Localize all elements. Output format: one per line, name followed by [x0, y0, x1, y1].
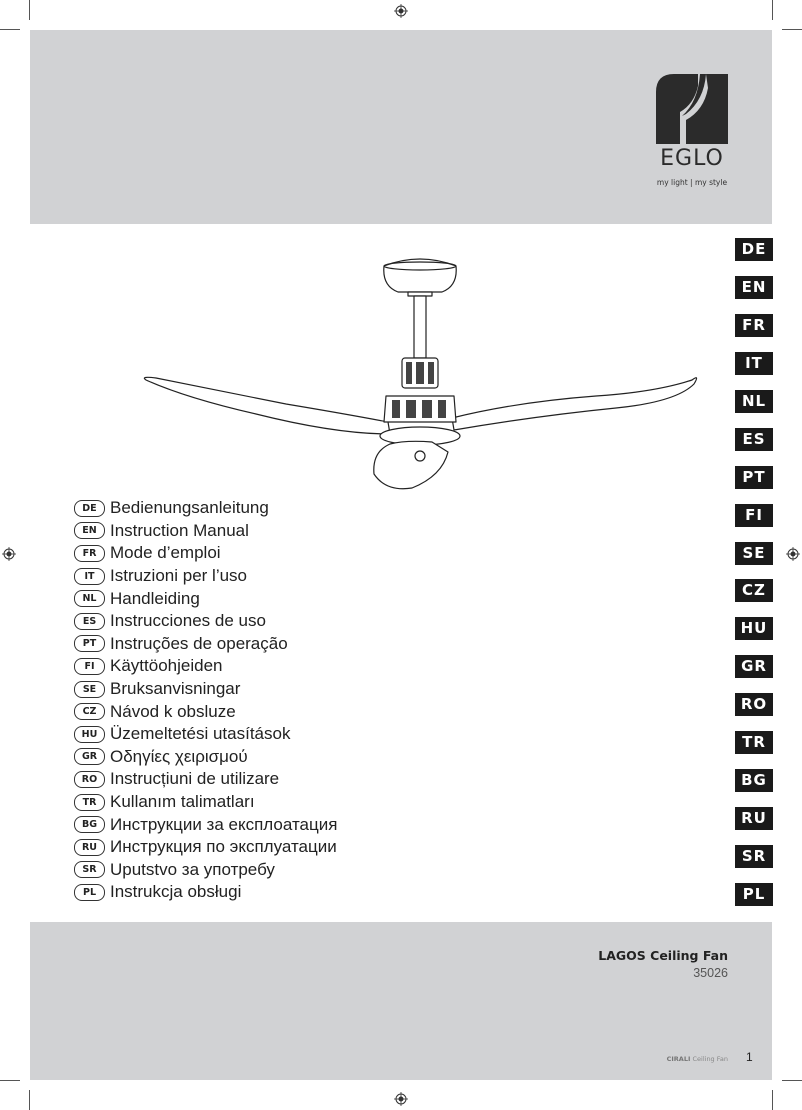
tab-pl[interactable]: PL [735, 883, 773, 906]
language-title: Bruksanvisningar [110, 679, 241, 699]
tab-gr[interactable]: GR [735, 655, 773, 678]
crop-mark [29, 0, 30, 20]
registration-mark-icon [394, 1092, 408, 1106]
registration-mark-icon [786, 547, 800, 561]
crop-mark [772, 0, 773, 20]
language-title: Mode d’emploi [110, 543, 221, 563]
language-code-badge: GR [74, 748, 105, 765]
list-item [74, 587, 337, 610]
language-title: Οδηγίες χειρισμού [110, 746, 248, 766]
language-code-badge: HU [74, 726, 105, 743]
list-item [74, 700, 337, 723]
language-title: Instrukcja obsługi [110, 882, 242, 902]
language-code-badge: IT [74, 568, 105, 585]
crop-mark [772, 1090, 773, 1110]
language-code-badge: CZ [74, 703, 105, 720]
list-item [74, 746, 337, 769]
language-code-badge: EN [74, 522, 105, 539]
language-title: Handleiding [110, 588, 200, 608]
language-title: Instruções de operação [110, 633, 288, 653]
language-code-badge: PT [74, 635, 105, 652]
language-code-badge: RU [74, 839, 105, 856]
list-item [74, 881, 337, 904]
language-title: Bedienungsanleitung [110, 498, 269, 518]
language-title: Instruction Manual [110, 520, 249, 540]
tab-se[interactable]: SE [735, 542, 773, 565]
language-title: Käyttöohjeiden [110, 656, 223, 676]
list-item [74, 836, 337, 859]
language-title: Instrucțiuni de utilizare [110, 769, 280, 789]
tab-nl[interactable]: NL [735, 390, 773, 413]
list-item [74, 520, 337, 543]
language-code-badge: TR [74, 794, 105, 811]
product-code: 35026 [693, 966, 728, 980]
crop-mark [782, 1080, 802, 1081]
crop-mark [782, 29, 802, 30]
language-code-badge: FI [74, 658, 105, 675]
tab-ru[interactable]: RU [735, 807, 773, 830]
tab-it[interactable]: IT [735, 352, 773, 375]
brand-name: EGLO [660, 146, 724, 171]
language-title: Инструкции за експлоатация [110, 814, 338, 834]
registration-mark-icon [2, 547, 16, 561]
tab-en[interactable]: EN [735, 276, 773, 299]
footer-note [667, 1055, 728, 1063]
tab-de[interactable]: DE [735, 238, 773, 261]
language-code-badge: SE [74, 681, 105, 698]
tab-ro[interactable]: RO [735, 693, 773, 716]
footer-band [30, 922, 772, 1080]
tab-fi[interactable]: FI [735, 504, 773, 527]
tab-bg[interactable]: BG [735, 769, 773, 792]
list-item [74, 791, 337, 814]
crop-mark [0, 29, 20, 30]
footer-label: Ceiling Fan [692, 1055, 728, 1063]
ceiling-fan-illustration [136, 252, 700, 498]
list-item [74, 859, 337, 882]
tab-fr[interactable]: FR [735, 314, 773, 337]
language-tabs [735, 238, 773, 921]
language-title: Instrucciones de uso [110, 611, 266, 631]
language-code-badge: NL [74, 590, 105, 607]
list-item [74, 497, 337, 520]
crop-mark [0, 1080, 20, 1081]
tab-sr[interactable]: SR [735, 845, 773, 868]
registration-mark-icon [394, 4, 408, 18]
footer-series: CIRALI [666, 1055, 691, 1063]
tab-pt[interactable]: PT [735, 466, 773, 489]
page-number: 1 [746, 1050, 753, 1064]
list-item [74, 610, 337, 633]
brand-tagline: my light | my style [656, 178, 728, 187]
language-title: Istruzioni per l’uso [110, 566, 248, 586]
eglo-logo-icon [656, 74, 728, 144]
language-code-badge: SR [74, 861, 105, 878]
language-code-badge: PL [74, 884, 105, 901]
language-list [74, 497, 337, 904]
list-item [74, 723, 337, 746]
language-title: Uputstvo за употребу [110, 859, 275, 879]
tab-tr[interactable]: TR [735, 731, 773, 754]
tab-hu[interactable]: HU [735, 617, 773, 640]
language-title: Návod k obsluze [110, 701, 236, 721]
list-item [74, 768, 337, 791]
language-title: Инструкция по эксплуатации [110, 837, 337, 857]
list-item [74, 542, 337, 565]
language-code-badge: ES [74, 613, 105, 630]
list-item [74, 565, 337, 588]
language-title: Üzemeltetési utasítások [110, 724, 291, 744]
language-code-badge: FR [74, 545, 105, 562]
list-item [74, 813, 337, 836]
tab-es[interactable]: ES [735, 428, 773, 451]
list-item [74, 655, 337, 678]
list-item [74, 678, 337, 701]
product-name: LAGOS Ceiling Fan [598, 948, 728, 963]
language-code-badge: DE [74, 500, 105, 517]
tab-cz[interactable]: CZ [735, 579, 773, 602]
language-code-badge: BG [74, 816, 105, 833]
crop-mark [29, 1090, 30, 1110]
language-title: Kullanım talimatları [110, 792, 255, 812]
language-code-badge: RO [74, 771, 105, 788]
list-item [74, 633, 337, 656]
brand-logo [654, 74, 730, 190]
